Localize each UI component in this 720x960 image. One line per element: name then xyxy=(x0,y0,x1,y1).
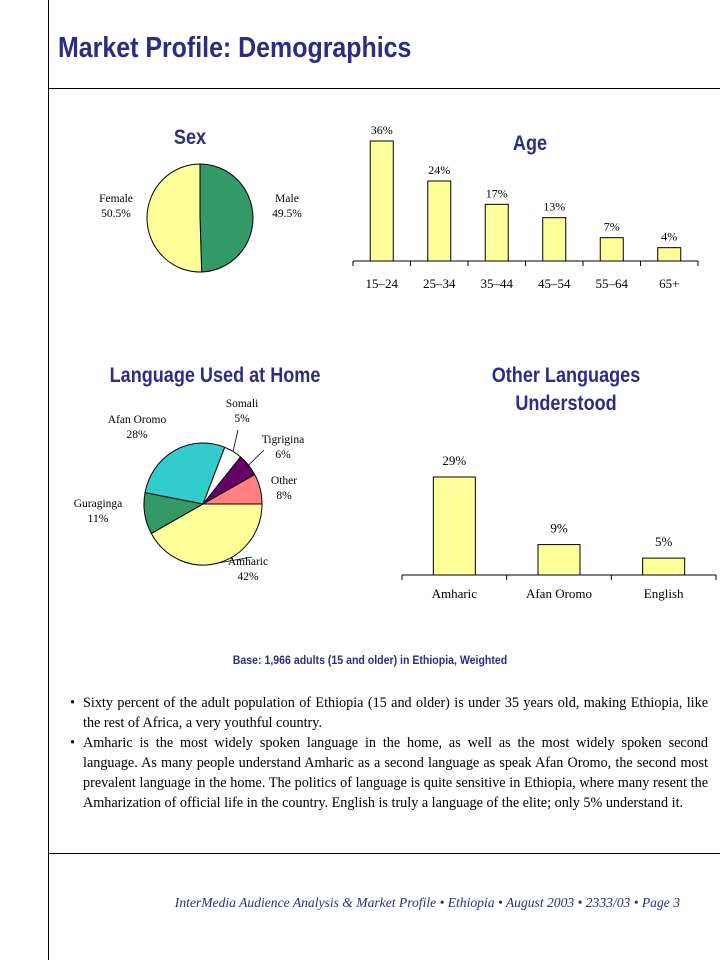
bullet-symbol: • xyxy=(70,735,75,751)
home-language-pie-chart xyxy=(70,390,320,590)
home-language-chart-title: Language Used at Home xyxy=(109,364,321,387)
bar-15–24 xyxy=(370,141,393,261)
bar-35–44 xyxy=(485,204,508,261)
x-tick-label: English xyxy=(643,586,684,601)
bar-65+ xyxy=(658,248,681,261)
x-tick-label: Amharic xyxy=(431,586,478,601)
other-languages-bar-chart xyxy=(395,440,720,610)
bar-value-label: 24% xyxy=(428,163,451,177)
page-footer: InterMedia Audience Analysis & Market Profile • Ethiopia • August 2003 • 2333/03 • Page 3 xyxy=(174,895,680,910)
pie-slice-female xyxy=(147,164,202,272)
sex-pie-chart xyxy=(80,155,330,285)
pie-value-label: 49.5% xyxy=(272,208,302,220)
pie-label: Other xyxy=(270,475,298,487)
bar-amharic xyxy=(433,477,475,575)
x-tick-label: Afan Oromo xyxy=(525,586,593,601)
pie-value-label: 11% xyxy=(87,513,109,525)
bar-value-label: 13% xyxy=(543,199,566,214)
pie-value-label: 50.5% xyxy=(101,208,131,220)
left-margin-rule xyxy=(48,0,49,960)
bullet-text: Sixty percent of the adult population of Ethiopia (15 and older) is under 35 years old, making Ethiopia, like the rest of Africa, a very youthful country. xyxy=(83,695,708,731)
pie-value-label: 42% xyxy=(237,571,259,583)
bar-value-label: 17% xyxy=(485,186,508,201)
pie-label: Afan Oromo xyxy=(107,414,167,426)
bar-value-label: 7% xyxy=(603,219,620,234)
pie-slice-male xyxy=(200,164,253,272)
bar-afan-oromo xyxy=(538,545,580,575)
footer-rule xyxy=(48,853,720,854)
pie-label: Tigrigina xyxy=(261,434,305,446)
pie-leader-line xyxy=(248,450,264,465)
bar-value-label: 4% xyxy=(661,229,678,244)
bar-english xyxy=(643,558,685,575)
pie-label: Guraginga xyxy=(73,498,123,510)
x-tick-label: 45–54 xyxy=(538,276,571,291)
bar-value-label: 36% xyxy=(370,123,393,137)
pie-leader-line xyxy=(233,430,238,451)
bar-value-label: 5% xyxy=(654,534,673,550)
bullet-symbol: • xyxy=(70,695,75,711)
bar-55–64 xyxy=(600,238,623,261)
sex-chart-title: Sex xyxy=(173,126,207,149)
pie-value-label: 6% xyxy=(275,449,291,461)
pie-label: Female xyxy=(99,193,133,205)
header-rule xyxy=(48,88,720,89)
other-languages-chart-title: Other Languages Understood xyxy=(491,364,641,415)
bar-value-label: 9% xyxy=(550,520,568,536)
bullet-list xyxy=(70,693,708,813)
bullet-item xyxy=(70,693,708,733)
page-title: Market Profile: Demographics xyxy=(58,32,412,64)
age-chart-title: Age xyxy=(512,132,548,155)
pie-value-label: 8% xyxy=(276,490,292,502)
bar-value-label: 29% xyxy=(442,453,467,468)
bullet-item xyxy=(70,733,708,813)
base-note: Base: 1,966 adults (15 and older) in Ethiopia, Weighted xyxy=(232,653,508,667)
x-tick-label: 25–34 xyxy=(423,276,456,291)
pie-value-label: 5% xyxy=(234,413,250,425)
bar-45–54 xyxy=(543,218,566,261)
bullet-text: Amharic is the most widely spoken language in the home, as well as the most widely spoken second language. As many people understand Amharic as a second language as speak Afan Oromo, the second most prevalent language in the home. The politics of language is quite sensitive in Ethiopia, where many resent the Amharization of official life in the country. English is truly a language of the elite; only 5% understand it. xyxy=(83,735,708,811)
bar-25–34 xyxy=(428,181,451,261)
x-tick-label: 55–64 xyxy=(595,276,628,291)
pie-label: Amharic xyxy=(227,556,269,568)
pie-value-label: 28% xyxy=(126,429,148,441)
x-tick-label: 65+ xyxy=(659,276,680,291)
age-bar-chart xyxy=(345,110,720,300)
pie-label: Male xyxy=(275,193,299,205)
x-tick-label: 35–44 xyxy=(480,276,513,291)
x-tick-label: 15–24 xyxy=(365,276,398,291)
pie-label: Somali xyxy=(225,398,259,410)
